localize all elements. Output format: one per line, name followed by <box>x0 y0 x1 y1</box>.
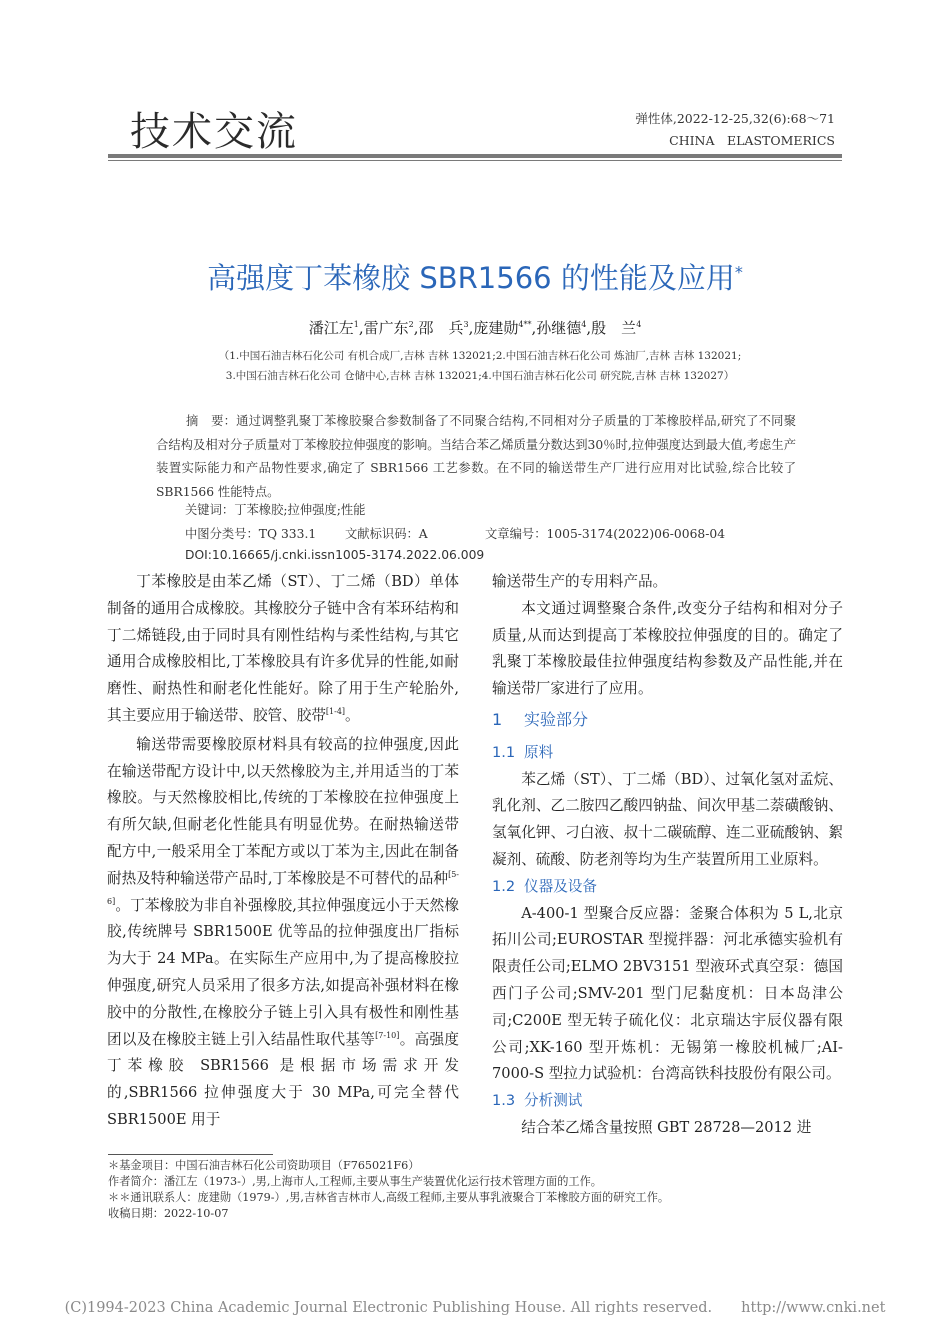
section-heading-1-3 <box>492 1088 843 1115</box>
keywords-text: 丁苯橡胶;拉伸强度;性能 <box>234 503 366 517</box>
author-affil-mark: 3 <box>463 320 469 329</box>
author-affil-mark: 4 <box>636 320 642 329</box>
doi: DOI:10.16665/j.cnki.issn1005-3174.2022.06.009 <box>185 548 485 562</box>
footnote-author-bio: 作者简介：潘江左（1973-）,男,上海市人,工程师,主要从事生产装置优化运行技术管理方面的工作。 <box>108 1175 602 1188</box>
body-column-left <box>107 569 459 1134</box>
header-rule-thin <box>108 160 842 161</box>
paragraph-text: 。高强度丁苯橡胶 SBR1566 是根据市场需求开发的,SBR1566 拉伸强度大于 30 MPa,可完全替代 SBR1500E 用于 <box>107 1030 459 1128</box>
author-affil-mark: 4** <box>518 320 532 329</box>
paragraph-text: 。丁苯橡胶为非自补强橡胶,其拉伸强度远小于天然橡胶,传统牌号 SBR1500E 优等品的拉伸强度出厂指标为大于 24 MPa。在实际生产应用中,为了提高橡胶拉伸强度,研究人员采用了很多方法,如提高补强材料在橡胶中的分散性,在橡胶分子链上引入具有极性和刚性基团以及在橡胶主链上引入结晶性取代基等 <box>107 896 459 1048</box>
abstract-label: 摘 要： <box>186 414 237 428</box>
paragraph-text: 丁苯橡胶是由苯乙烯（ST）、丁二烯（BD）单体制备的通用合成橡胶。其橡胶分子链中含有苯环结构和丁二烯链段,由于同时具有刚性结构与柔性结构,与其它通用合成橡胶相比,丁苯橡胶具有许多优异的性能,如耐磨性、耐热性和耐老化性能好。除了用于生产轮胎外,其主要应用于输送带、胶管、胶带 <box>107 573 459 724</box>
header-rule <box>108 154 842 158</box>
section-heading-1-2 <box>492 874 843 901</box>
section-title: 实验部分 <box>524 709 589 729</box>
paper-title <box>0 256 950 297</box>
abstract-text: 通过调整乳聚丁苯橡胶聚合参数制备了不同聚合结构,不同相对分子质量的丁苯橡胶样品,研究了不同聚合结构及相对分子质量对丁苯橡胶拉伸强度的影响。当结合苯乙烯质量分数达到30％时,拉伸强度达到最大值,考虑生产装置实际能力和产品物性要求,确定了 SBR1566 工艺参数。在不同的输送带生产厂进行应用对比试验,综合比较了 SBR1566 性能特点。 <box>156 414 796 499</box>
author-name: 潘江左 <box>308 319 354 337</box>
author-list: 潘江左$^1$,雷广东$^2$,邵 兵$^3$,庞建勋$^{4**}$,孙继德$^4$,殷 兰$^4$ <box>308 319 642 337</box>
section-number: 1.1 <box>492 743 516 761</box>
citation: [7-10] <box>375 1030 400 1040</box>
journal-info <box>635 108 835 152</box>
affiliations <box>130 346 830 386</box>
document-code: 文献标识码：A <box>345 527 428 541</box>
section-number: 1 <box>492 709 503 729</box>
section-number: 1.2 <box>492 877 516 895</box>
section-title: 分析测试 <box>524 1092 583 1110</box>
affiliations-line-1: （1.中国石油吉林石化公司 有机合成厂,吉林 吉林 132021;2.中国石油吉林石化公司 炼油厂,吉林 吉林 132021; <box>218 350 742 362</box>
footnote-received: 收稿日期：2022-10-07 <box>108 1207 229 1220</box>
author-name: 殷 兰 <box>591 319 637 337</box>
author-affil-mark: 1 <box>353 320 359 329</box>
author-affil-mark: 2 <box>408 320 414 329</box>
footnote-fund: ＊基金项目：中国石油吉林石化公司资助项目（F765021F6） <box>108 1159 420 1172</box>
section-number: 1.3 <box>492 1092 516 1110</box>
footnote-contact: ＊＊通讯联系人：庞建勋（1979-）,男,吉林省吉林市人,高级工程师,主要从事乳液聚合丁苯橡胶方面的研究工作。 <box>108 1191 670 1204</box>
section-title: 仪器及设备 <box>524 877 597 895</box>
footnote-rule <box>108 1154 273 1155</box>
keywords-label: 关键词： <box>185 503 235 517</box>
body-paragraph <box>107 732 459 1134</box>
body-paragraph: 结合苯乙烯含量按照 GBT 28728—2012 进 <box>521 1118 812 1136</box>
body-paragraph: 苯乙烯（ST）、丁二烯（BD）、过氧化氢对孟烷、乳化剂、乙二胺四乙酸四钠盐、间次甲基二萘磺酸钠、氢氧化钾、刁白液、叔十二碳硫醇、连二亚硫酸钠、絮凝剂、硫酸、防老剂等均为生产装置所用工业原料。 <box>492 770 843 868</box>
article-number: 文章编号：1005-3174(2022)06-0068-04 <box>485 527 726 541</box>
section-title: 原料 <box>524 743 554 761</box>
paragraph-text: 。 <box>345 706 360 724</box>
author-name: 雷广东 <box>363 319 409 337</box>
classification-line <box>185 524 805 542</box>
body-paragraph: 输送带生产的专用料产品。 <box>492 573 668 590</box>
section-heading-1 <box>492 707 843 734</box>
clc-number: 中图分类号：TQ 333.1 <box>185 527 317 541</box>
author-affil-mark: 4 <box>581 320 587 329</box>
author-name: 庞建勋 <box>473 319 519 337</box>
paper-title-text: 高强度丁苯橡胶 SBR1566 的性能及应用 <box>207 261 735 295</box>
citation: [5-6] <box>107 869 459 906</box>
body-paragraph <box>107 569 459 730</box>
paragraph-text: 输送带需要橡胶原材料具有较高的拉伸强度,因此在输送带配方设计中,以天然橡胶为主,并用适当的丁苯橡胶。与天然橡胶相比,传统的丁苯橡胶在拉伸强度上有所欠缺,但耐老化性能具有明显优势。在耐热输送带配方中,一般采用全丁苯配方或以丁苯为主,因此在制备耐热及特种输送带产品时,丁苯橡胶是不可替代的品种 <box>107 735 459 887</box>
section-header: 技术交流 <box>130 109 298 155</box>
author-name: 孙继德 <box>536 319 582 337</box>
keywords <box>185 500 365 518</box>
body-paragraph: 本文通过调整聚合条件,改变分子结构和相对分子质量,从而达到提高丁苯橡胶拉伸强度的目的。确定了乳聚丁苯橡胶最佳拉伸强度结构参数及产品性能,并在输送带厂家进行了应用。 <box>492 599 843 698</box>
journal-issue: 弹性体,2022-12-25,32(6):68～71 <box>635 111 835 126</box>
affiliations-line-2: 3.中国石油吉林石化公司 仓储中心,吉林 吉林 132021;4.中国石油吉林石化公司 研究院,吉林 吉林 132027） <box>225 370 735 382</box>
title-footnote-mark: * <box>734 262 743 282</box>
body-column-right <box>492 569 843 1142</box>
abstract <box>156 410 796 504</box>
author-name: 邵 兵 <box>418 319 464 337</box>
citation: [1-4] <box>325 707 346 717</box>
copyright-notice: (C)1994-2023 China Academic Journal Electronic Publishing House. All rights reserved. http://www.cnki.net <box>64 1300 886 1316</box>
footnotes <box>108 1158 848 1222</box>
body-paragraph: A-400-1 型聚合反应器：釜聚合体积为 5 L,北京拓川公司;EUROSTAR 型搅拌器：河北承德实验机有限责任公司;ELMO 2BV3151 型液环式真空泵：德国西门子公司;SMV-201 型门尼黏度机：日本岛津公司;C200E 型无转子硫化仪：北京瑞达宇辰仪器有限公司;XK-160 型开炼机：无锡第一橡胶机械厂;AI-7000-S 型拉力试验机：台湾高铁科技股份有限公司。 <box>492 904 843 1083</box>
journal-name: CHINA ELASTOMERICS <box>669 133 835 148</box>
section-heading-1-1 <box>492 740 843 767</box>
